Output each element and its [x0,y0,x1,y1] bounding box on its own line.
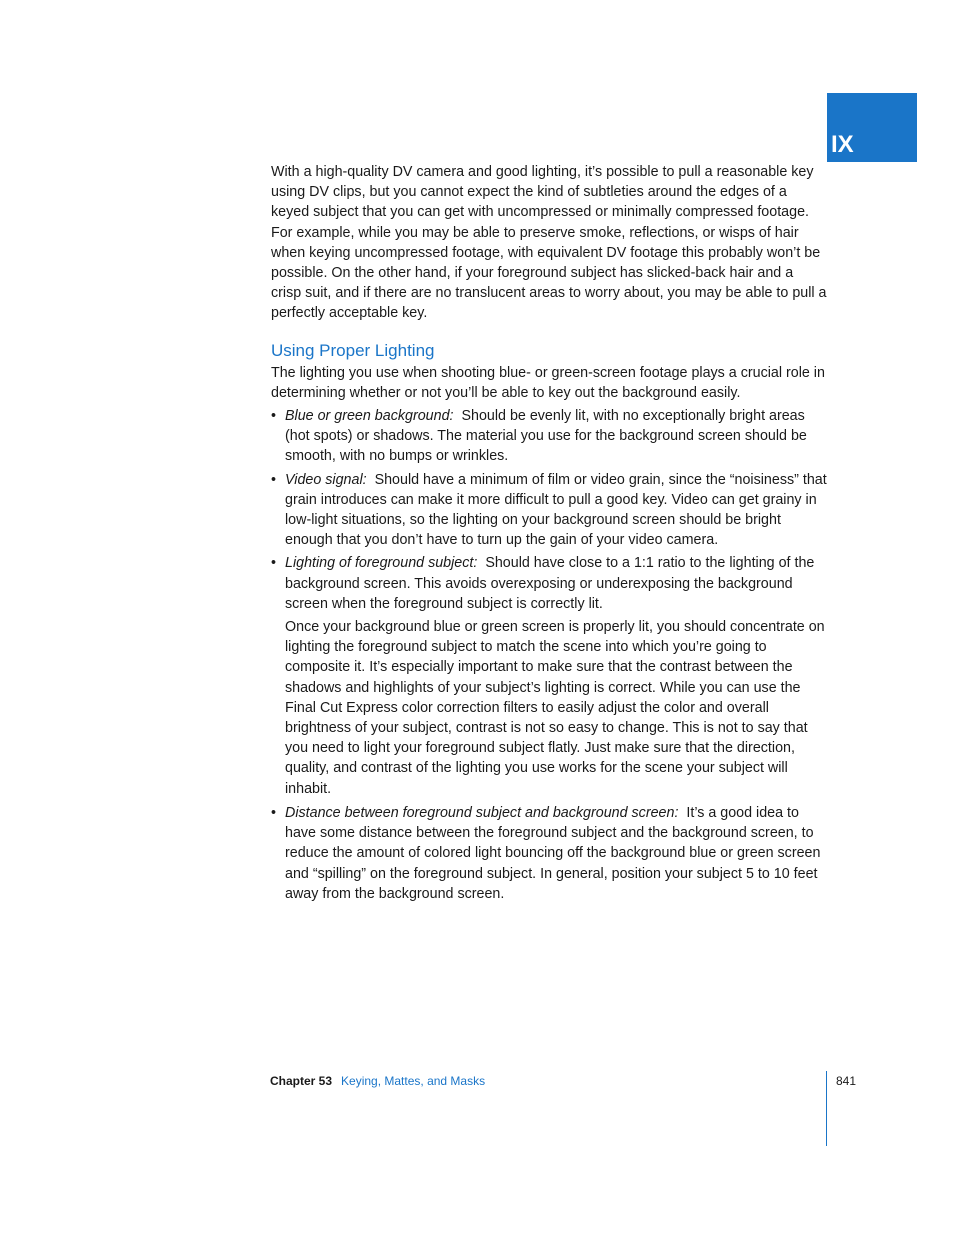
bullet-follow-paragraph: Once your background blue or green screen is properly lit, you should concentrate on lighting the foreground subject to match the scene into which you’re going to composite it. It’s especially important to make sure that the contrast between the shadows and highlights of your subject’s lighting is correct. While you can use the Final Cut Express color correction filters to easily adjust the color and overall brightness of your subject, contrast is not so easy to change. This is not to say that you need to light your foreground subject flatly. Just make sure that the direction, quality, and contrast of the lighting you use works for the scene your subject will inhabit. [285,619,825,797]
part-tab [827,93,917,162]
bullet-text: It’s a good idea to have some distance between the foreground subject and the background screen, to reduce the amount of colored light bouncing off the background blue or green screen and “spilling” on the foreground subject. In general, position your subject 5 to 10 feet away from the background screen. [285,804,821,902]
list-item [271,406,827,467]
bullet-text: Should be evenly lit, with no exceptionally bright areas (hot spots) or shadows. The material you use for the background screen should be smooth, with no bumps or wrinkles. [285,408,807,465]
bullet-term: Lighting of foreground subject: [285,555,478,572]
bullet-term: Blue or green background: [285,408,454,425]
bullet-icon: • [271,471,277,488]
bullet-term: Distance between foreground subject and background screen: [285,804,679,821]
part-tab-label: IX [831,131,854,158]
list-item [271,470,827,551]
footer-chapter-title: Keying, Mattes, and Masks [341,1074,486,1088]
page-footer [270,1073,485,1089]
list-item [271,803,827,904]
page-number: 841 [836,1074,857,1088]
bullet-text: Should have a minimum of film or video grain, since the “noisiness” that grain introduces can make it more difficult to pull a good key. Video can get grainy in low-light situations, so the lighting on your background screen should be bright enough that you don’t have to turn up the gain of your video camera. [285,471,827,549]
bullet-text: Should have close to a 1:1 ratio to the lighting of the background screen. This avoids overexposing or underexposing the background screen when the foreground subject is correctly lit. [285,555,815,612]
footer-divider [826,1071,827,1146]
bullet-term: Video signal: [285,471,367,488]
bullet-list [271,406,827,904]
bullet-icon: • [271,804,277,821]
section-lead: The lighting you use when shooting blue- or green-screen footage plays a crucial role in determining whether or not you’ll be able to key out the background easily. [271,364,825,401]
bullet-icon: • [271,408,277,425]
footer-chapter: Chapter 53 [270,1074,333,1088]
main-content [271,162,827,907]
intro-paragraph: With a high-quality DV camera and good lighting, it’s possible to pull a reasonable key using DV clips, but you cannot expect the kind of subtleties around the edges of a keyed subject that you can get with uncompressed or minimally compressed footage. For example, while you may be able to preserve smoke, reflections, or wisps of hair when keying uncompressed footage, with equivalent DV footage this probably won’t be possible. On the other hand, if your foreground subject has slicked-back hair and a crisp suit, and if there are no translucent areas to worry about, you may be able to pull a perfectly acceptable key. [271,164,827,322]
bullet-icon: • [271,555,277,572]
section-heading: Using Proper Lighting [271,340,435,360]
list-item [271,553,827,798]
